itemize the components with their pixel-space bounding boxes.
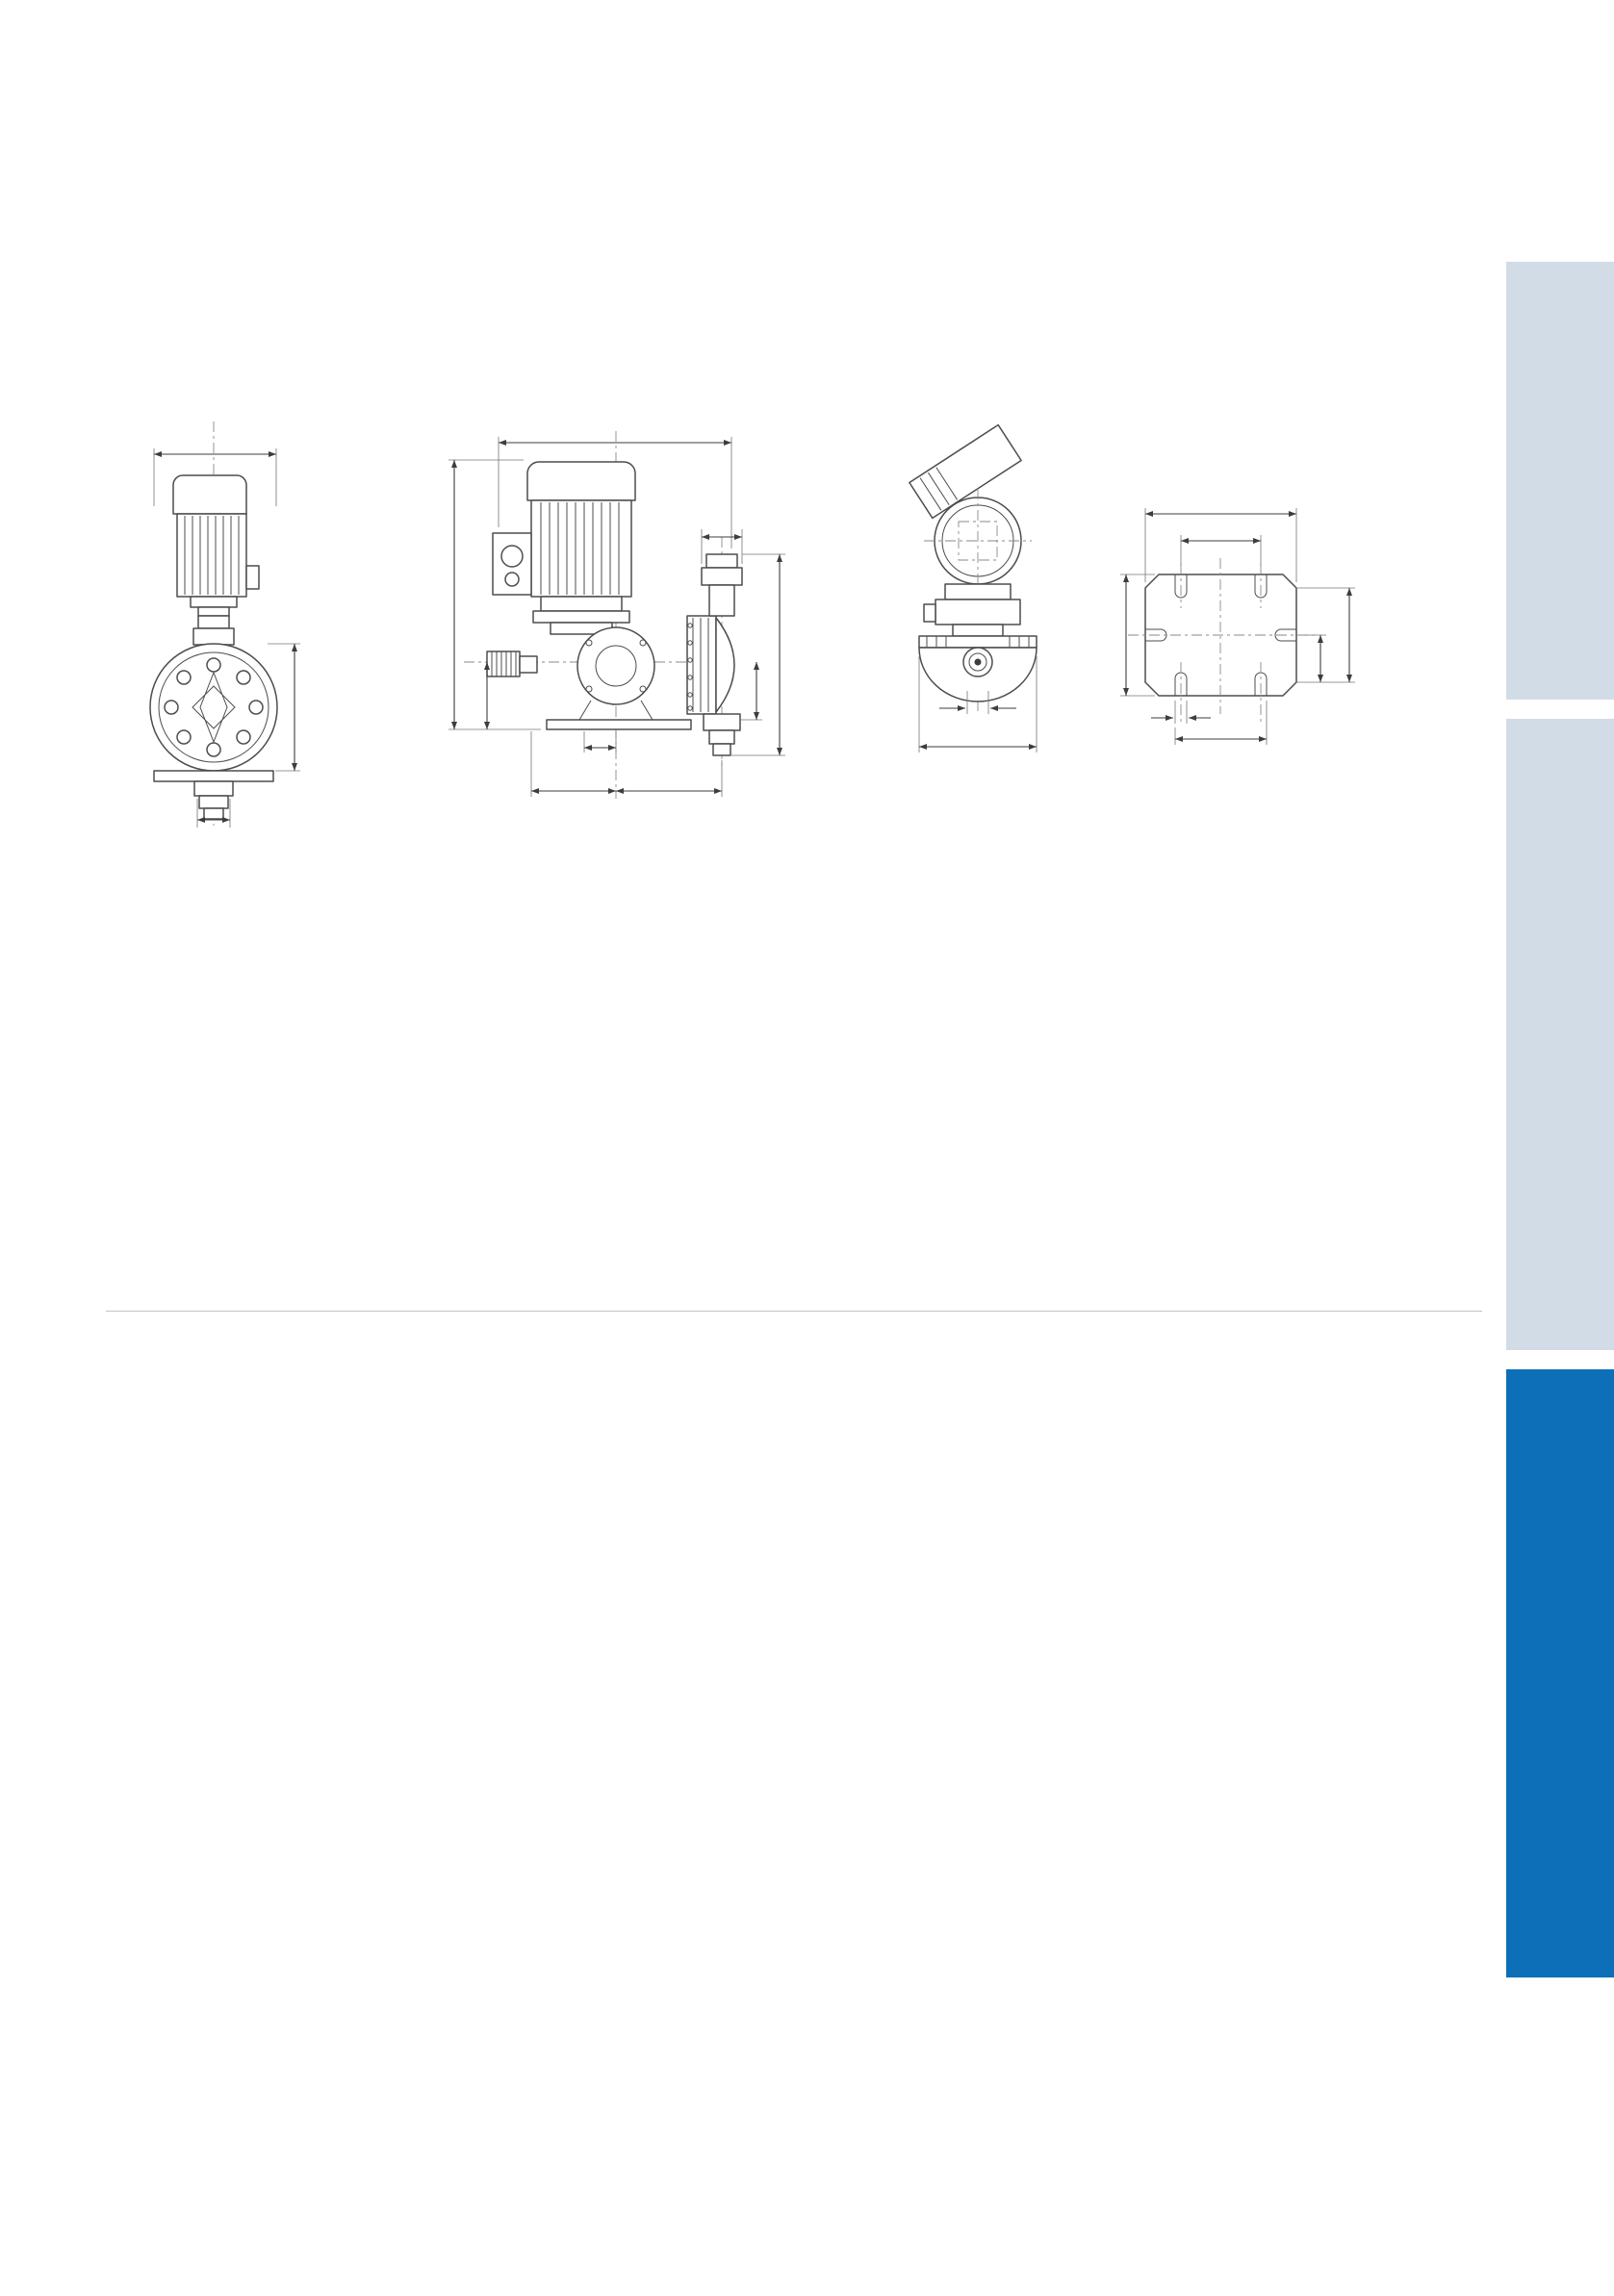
rotated-view-drawing [909,425,1037,753]
front-view-drawing [150,421,300,828]
installation-dimension-drawings [106,414,1487,832]
sidebar-tab-solenoid-diaphragm-pump [1506,262,1614,700]
sidebar-tab-mechanical-diaphragm-pump [1506,1369,1614,1977]
sidebar-tab-hydraulic-diaphragm-pump [1506,719,1614,1350]
footprint-drawing [1120,508,1355,745]
side-view-drawing [448,431,785,799]
options-section [903,1463,1398,1478]
section-divider [106,1311,1482,1312]
